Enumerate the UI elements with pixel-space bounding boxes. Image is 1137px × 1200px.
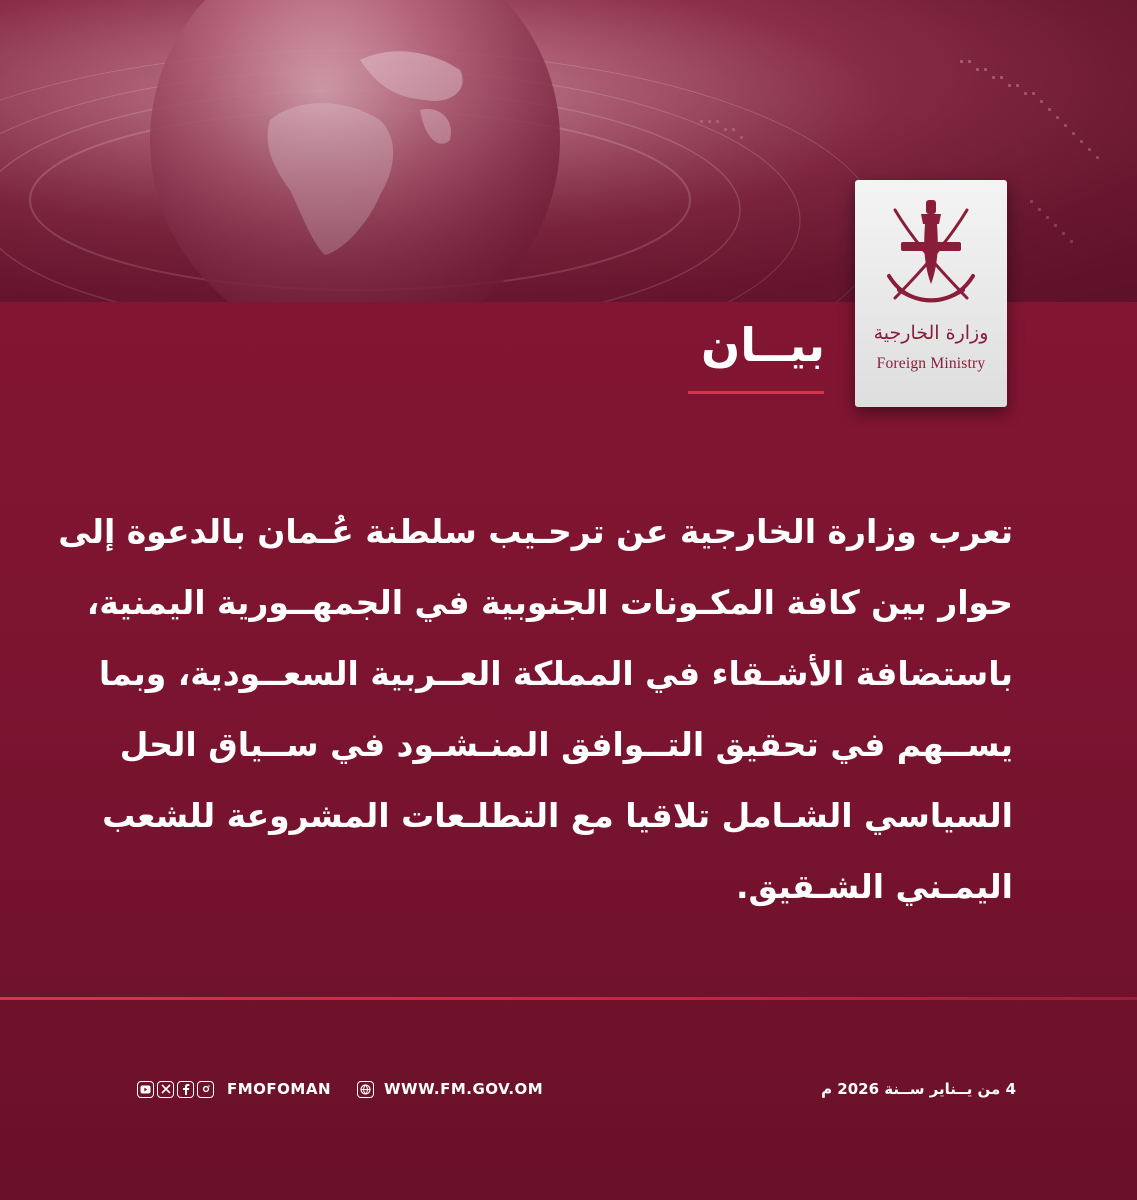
statement-line: تعرب وزارة الخارجية عن ترحـيب سلطنة عُـمان بالدعوة إلى <box>58 512 1013 551</box>
ministry-logo <box>855 180 1007 407</box>
title-underline <box>688 391 824 394</box>
website-link[interactable] <box>357 1080 543 1098</box>
statement-line: باستضافة الأشـقاء في المملكة العــربية السعــودية، وبما <box>98 654 1013 693</box>
footer-divider <box>0 997 1137 1000</box>
facebook-icon[interactable] <box>177 1081 194 1098</box>
globe-icon <box>357 1081 374 1098</box>
oman-emblem-icon <box>855 180 1007 320</box>
statement-line: حوار بين كافة المكـونات الجنوبية في الجمهــورية اليمنية، <box>86 583 1013 622</box>
logo-english-name: Foreign Ministry <box>876 355 986 372</box>
website-url[interactable]: WWW.FM.GOV.OM <box>384 1080 544 1098</box>
statement-line: اليمـني الشـقيق. <box>736 867 1013 906</box>
x-icon[interactable] <box>157 1081 174 1098</box>
statement-line: السياسي الشـامل تلاقيا مع التطلـعات المشروعة للشعب <box>102 796 1013 835</box>
statement-title: بيــان <box>700 318 825 372</box>
instagram-icon[interactable] <box>197 1081 214 1098</box>
statement-body <box>58 496 1013 922</box>
statement-date: 4 من يــناير ســنة 2026 م <box>821 1080 1016 1098</box>
social-links <box>137 1080 331 1098</box>
youtube-icon[interactable] <box>137 1081 154 1098</box>
social-handle[interactable]: FMOFOMAN <box>227 1080 332 1098</box>
logo-arabic-name: وزارة الخارجية <box>873 322 989 344</box>
statement-line: يســهم في تحقيق التــوافق المنـشـود في ســياق الحل <box>119 725 1013 764</box>
